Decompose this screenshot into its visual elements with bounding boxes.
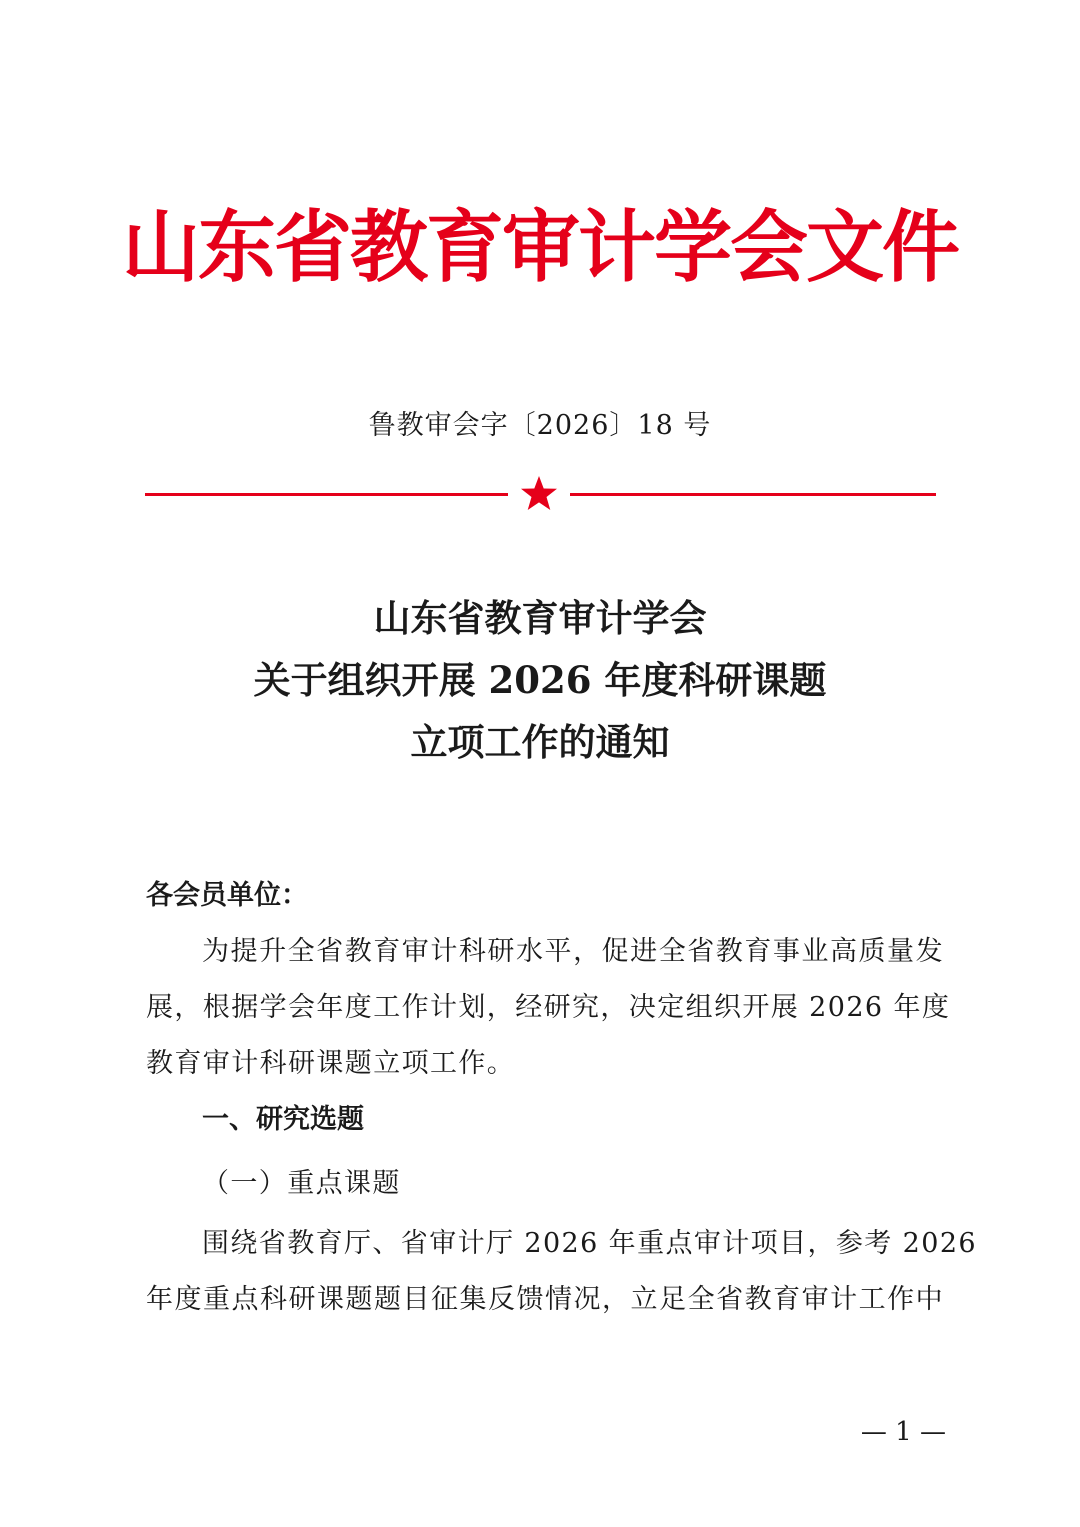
separator-rule-right — [570, 493, 936, 496]
star-icon — [519, 474, 559, 514]
notice-title-line-1: 山东省教育审计学会 — [373, 596, 707, 640]
intro-line-3: 教育审计科研课题立项工作。 — [146, 1048, 516, 1079]
page-number: — 1 — — [860, 1417, 946, 1447]
notice-title-line-3: 立项工作的通知 — [410, 720, 670, 764]
intro-line-2: 展，根据学会年度工作计划，经研究，决定组织开展 2026 年度 — [146, 992, 951, 1023]
paragraph-2-line-2: 年度重点科研课题题目征集反馈情况，立足全省教育审计工作中 — [146, 1284, 944, 1315]
document-header-title: 山东省教育审计学会文件 — [121, 202, 958, 293]
paragraph-2-line-1: 围绕省教育厅、省审计厅 2026 年重点审计项目，参考 2026 — [202, 1228, 977, 1259]
intro-line-1: 为提升全省教育审计科研水平，促进全省教育事业高质量发 — [202, 936, 944, 967]
subsection-heading-key-projects: （一）重点课题 — [202, 1168, 401, 1199]
separator-rule-left — [145, 493, 508, 496]
salutation: 各会员单位： — [146, 880, 308, 911]
document-number: 鲁教审会字〔2026〕18 号 — [368, 410, 712, 441]
notice-title-line-2: 关于组织开展 2026 年度科研课题 — [253, 658, 827, 702]
section-heading-research-topics: 一、研究选题 — [202, 1104, 364, 1135]
